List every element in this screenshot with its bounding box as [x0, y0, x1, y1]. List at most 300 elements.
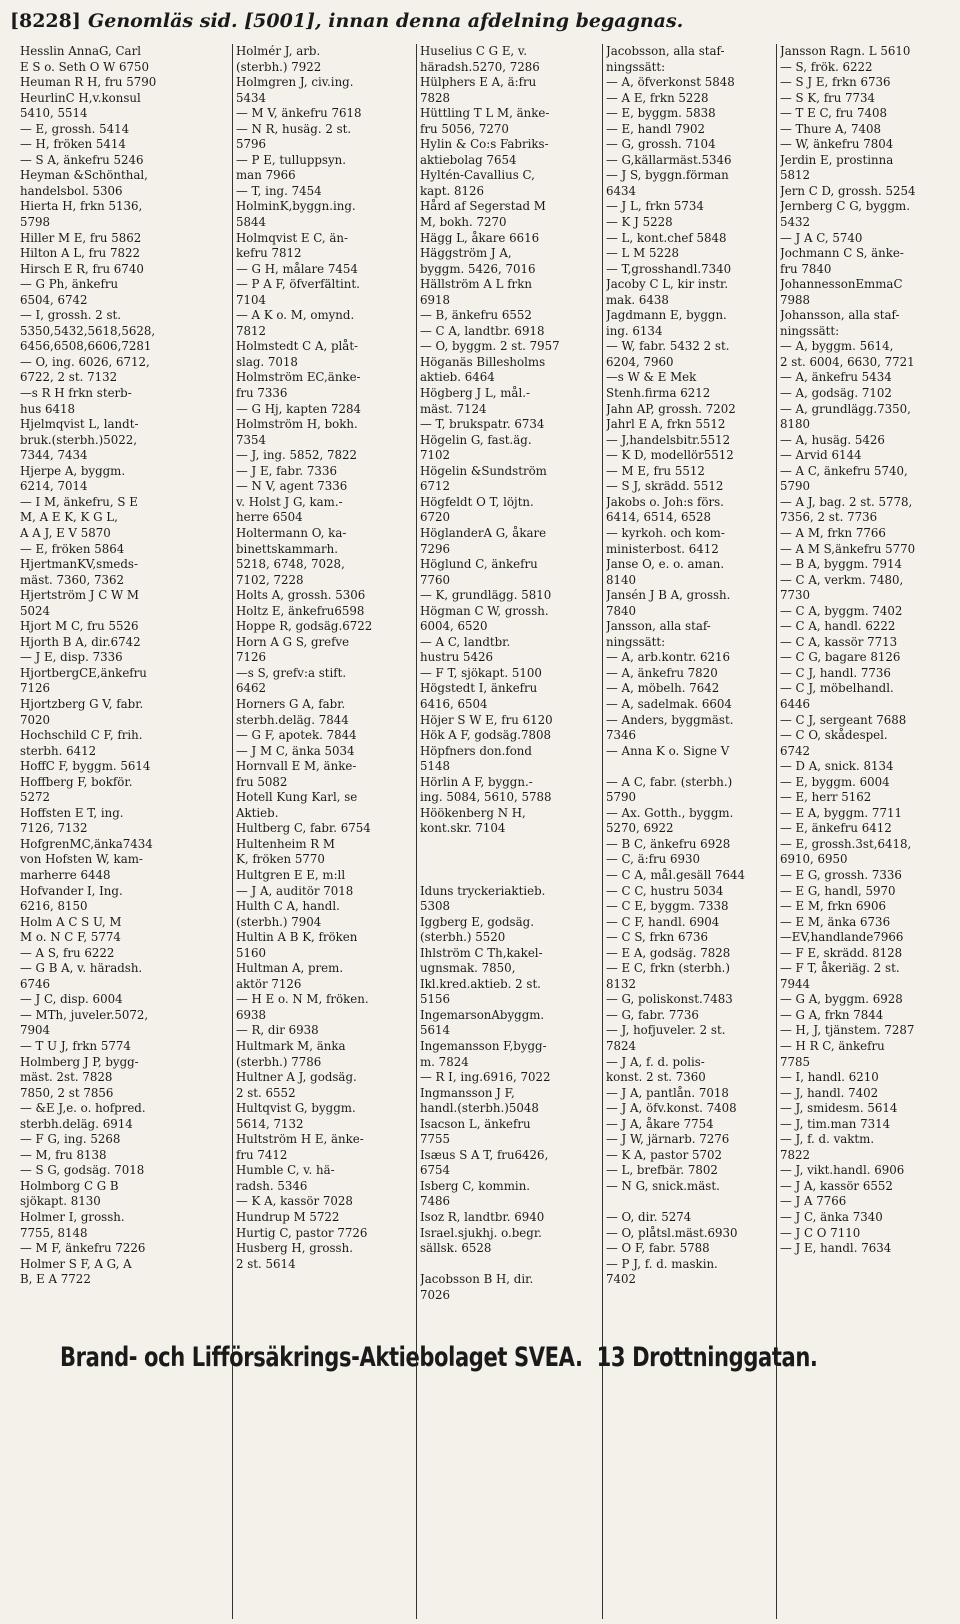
directory-entry-line: — H, J, tjänstem. 7287 — [780, 1023, 915, 1038]
directory-entry-line: mäst. 7124 — [420, 401, 487, 416]
directory-entry-line: 7840 — [606, 603, 637, 618]
directory-entry-line: — E G, handl, 5970 — [780, 883, 896, 898]
directory-entry-line: — P E, tulluppsyn. — [236, 152, 346, 167]
directory-entry-line: Hulth C A, handl. — [236, 899, 340, 914]
directory-entry-line: Hällström A L frkn — [420, 277, 532, 292]
directory-entry-line: Hylin & Co:s Fabriks- — [420, 137, 549, 152]
directory-column-5 — [780, 44, 955, 1624]
directory-entry-line: — S K, fru 7734 — [780, 90, 876, 105]
directory-entry-line: — C A, byggm. 7402 — [780, 603, 903, 618]
directory-entry-line: Johansson, alla staf- — [780, 308, 900, 323]
directory-entry-line: — G B A, v. häradsh. — [20, 961, 143, 976]
directory-entry-line: — Thure A, 7408 — [780, 121, 882, 136]
directory-entry-line: — O, dir. 5274 — [606, 1210, 692, 1225]
directory-entry-line: Jahn AP, grossh. 7202 — [606, 401, 736, 416]
directory-entry-line: — F T, sjökapt. 5100 — [420, 665, 542, 680]
directory-entry-line: Holmström EC,änke- — [236, 370, 361, 385]
directory-entry-line: Högelin &Sundström — [420, 463, 547, 478]
directory-entry-line: — J, handl. 7402 — [780, 1085, 879, 1100]
directory-entry-line: K, fröken 5770 — [236, 852, 325, 867]
directory-entry-line: Hjort M C, fru 5526 — [20, 619, 139, 634]
directory-entry-line: — J, f. d. vaktm. — [780, 1132, 875, 1147]
directory-entry-line: Hesslin AnnaG, Carl — [20, 44, 141, 58]
directory-entry-line: 5812 — [780, 168, 811, 183]
directory-entry-line: Hjerpe A, byggm. — [20, 463, 126, 478]
directory-entry-line: hustru 5426 — [420, 650, 493, 665]
directory-entry-line: — L, brefbär. 7802 — [606, 1163, 718, 1178]
directory-column-4 — [606, 44, 774, 1624]
directory-entry-line: HoffC F, byggm. 5614 — [20, 759, 151, 774]
directory-entry-line: 2 st. 6004, 6630, 7721 — [780, 354, 915, 369]
directory-entry-line: — MTh, juveler.5072, — [20, 1007, 149, 1022]
directory-entry-line: — C O, skådespel. — [780, 728, 888, 743]
directory-entry-line: — N V, agent 7336 — [236, 479, 348, 494]
directory-entry-line: 6754 — [420, 1163, 451, 1178]
directory-entry-line: v. Holst J G, kam.- — [236, 494, 343, 509]
directory-entry-line: — G Ph, änkefru — [20, 277, 119, 292]
directory-entry-line: Jochmann C S, änke- — [780, 246, 904, 261]
directory-entry-line: Horners G A, fabr. — [236, 696, 346, 711]
directory-entry-line: sällsk. 6528 — [420, 1241, 492, 1256]
directory-entry-line: 6910, 6950 — [780, 852, 848, 867]
directory-entry-line: 7020 — [20, 712, 51, 727]
directory-entry-line: —EV,handlande7966 — [780, 930, 904, 945]
directory-entry-line: — A C, fabr. (sterbh.) — [606, 774, 733, 789]
directory-entry-line: — J C, disp. 6004 — [20, 992, 123, 1007]
directory-entry-line: — C J, sergeant 7688 — [780, 712, 907, 727]
directory-entry-line: Hjortzberg G V, fabr. — [20, 696, 144, 711]
directory-entry-line: fru 7840 — [780, 261, 832, 276]
directory-entry-line: 6216, 8150 — [20, 899, 88, 914]
directory-entry-line: ningssätt: — [780, 323, 840, 338]
directory-entry-line: Hultberg C, fabr. 6754 — [236, 821, 371, 836]
directory-entry-line: 7356, 2 st. 7736 — [780, 510, 878, 525]
directory-entry-line: 7755 — [420, 1132, 451, 1147]
directory-entry-line: HolminK,byggn.ing. — [236, 199, 356, 214]
directory-entry-line: bruk.(sterbh.)5022, — [20, 432, 137, 447]
directory-entry-line: Holtermann O, ka- — [236, 525, 347, 540]
directory-entry-line: — A, godsäg. 7102 — [780, 386, 892, 401]
directory-entry-line: — P A F, öfverfältint. — [236, 277, 360, 292]
directory-entry-line: — J A, åkare 7754 — [606, 1116, 714, 1131]
directory-entry-line: A A J, E V 5870 — [20, 525, 111, 540]
directory-entry-line: 7822 — [780, 1147, 811, 1162]
directory-entry-line: 8180 — [780, 417, 811, 432]
directory-entry-line: man 7966 — [236, 168, 296, 183]
directory-entry-line: Jacoby C L, kir instr. — [606, 277, 729, 292]
directory-entry-line: 7126 — [236, 650, 267, 665]
directory-entry-line: — J A, auditör 7018 — [236, 883, 354, 898]
directory-entry-line: 6504, 6742 — [20, 292, 88, 307]
directory-entry-line: — J A, f. d. polis- — [606, 1054, 705, 1069]
directory-entry-line: 7850, 2 st 7856 — [20, 1085, 114, 1100]
directory-entry-line: Hultenheim R M — [236, 836, 335, 851]
directory-entry-line: — J A, kassör 6552 — [780, 1178, 893, 1193]
directory-entry-line: ministerbost. 6412 — [606, 541, 719, 556]
directory-entry-line: — C A, landtbr. 6918 — [420, 323, 545, 338]
directory-entry-line: aktiebolag 7654 — [420, 152, 517, 167]
directory-entry-line: M, bokh. 7270 — [420, 215, 507, 230]
directory-entry-line: — F E, skrädd. 8128 — [780, 945, 903, 960]
directory-entry-line: 7126 — [20, 681, 51, 696]
directory-entry-line: 7486 — [420, 1194, 451, 1209]
directory-entry-line: — A, arb.kontr. 6216 — [606, 650, 730, 665]
directory-entry-line: 5798 — [20, 215, 51, 230]
directory-entry-line: Hilton A L, fru 7822 — [20, 246, 141, 261]
directory-entry-line: —s R H frkn sterb- — [20, 386, 132, 401]
directory-entry-line: Holmer I, grossh. — [20, 1210, 125, 1225]
directory-entry-line: Höökenberg N H, — [420, 805, 526, 820]
directory-entry-line: aktör 7126 — [236, 976, 302, 991]
directory-entry-line: 5614, 7132 — [236, 1116, 304, 1131]
directory-entry-line: 7026 — [420, 1287, 451, 1302]
directory-entry-line: ningssätt: — [606, 634, 666, 649]
directory-entry-line: 7785 — [780, 1054, 811, 1069]
directory-entry-line: Hjorth B A, dir.6742 — [20, 634, 141, 649]
directory-entry-line: Holts A, grossh. 5306 — [236, 588, 366, 603]
directory-entry-line: 5308 — [420, 899, 451, 914]
directory-entry-line: byggm. 5426, 7016 — [420, 261, 536, 276]
directory-entry-line: Holm A C S U, M — [20, 914, 122, 929]
directory-entry-line: Israel.sjukhj. o.begr. — [420, 1225, 542, 1240]
directory-entry-line: 6720 — [420, 510, 451, 525]
directory-entry-line: Jerdin E, prostinna — [780, 152, 894, 167]
directory-entry-line: Stenh.firma 6212 — [606, 386, 711, 401]
directory-entry-line: Ingmansson J F, — [420, 1085, 515, 1100]
directory-entry-line: sterbh. 6412 — [20, 743, 97, 758]
directory-entry-line: 7730 — [780, 588, 811, 603]
directory-entry-line: — E M, änka 6736 — [780, 914, 891, 929]
directory-entry-line: fru 7412 — [236, 1147, 288, 1162]
directory-entry-line: — J L, frkn 5734 — [606, 199, 704, 214]
column-divider — [416, 44, 417, 1619]
directory-entry-line: — P J, f. d. maskin. — [606, 1256, 718, 1271]
directory-entry-line: — A E, frkn 5228 — [606, 90, 709, 105]
directory-entry-line: — K D, modellör5512 — [606, 448, 734, 463]
directory-entry-line: slag. 7018 — [236, 354, 298, 369]
directory-entry-line: Isacson L, änkefru — [420, 1116, 531, 1131]
directory-entry-line: 6938 — [236, 1007, 267, 1022]
directory-entry-line: häradsh.5270, 7286 — [420, 59, 540, 74]
directory-columns — [20, 44, 955, 1624]
directory-entry-line: — B A, byggm. 7914 — [780, 557, 903, 572]
directory-entry-line: von Hofsten W, kam- — [20, 852, 143, 867]
directory-entry-line: — C F, handl. 6904 — [606, 914, 720, 929]
directory-entry-line: — E, änkefru 6412 — [780, 821, 892, 836]
directory-entry-line: 7402 — [606, 1272, 637, 1287]
directory-entry-line: — J M C, änka 5034 — [236, 743, 355, 758]
directory-entry-line: — G A, byggm. 6928 — [780, 992, 903, 1007]
directory-entry-line: — R, dir 6938 — [236, 1023, 319, 1038]
directory-entry-line: 6414, 6514, 6528 — [606, 510, 712, 525]
directory-entry-line: — A, öfverkonst 5848 — [606, 75, 735, 90]
directory-entry-line: — J W, järnarb. 7276 — [606, 1132, 730, 1147]
page-header — [10, 4, 950, 38]
directory-entry-line: Hjertström J C W M — [20, 588, 139, 603]
directory-entry-line: 5790 — [780, 479, 811, 494]
directory-column-2 — [236, 44, 414, 1624]
directory-entry-line: — C A, handl. 6222 — [780, 619, 896, 634]
directory-entry-line: — M E, fru 5512 — [606, 463, 705, 478]
directory-entry-line: E S o. Seth O W 6750 — [20, 59, 150, 74]
directory-entry-line: 6434 — [606, 183, 637, 198]
directory-entry-line: — J E, handl. 7634 — [780, 1241, 892, 1256]
advertisement-footer — [60, 1342, 818, 1382]
directory-entry-line: — S J E, frkn 6736 — [780, 75, 891, 90]
directory-entry-line: Jansson Ragn. L 5610 — [780, 44, 911, 58]
directory-entry-line: 7126, 7132 — [20, 821, 88, 836]
directory-entry-line: — Anna K o. Signe V — [606, 743, 730, 758]
directory-entry-line: 7988 — [780, 292, 811, 307]
directory-entry-line: — A, grundlägg.7350, — [780, 401, 911, 416]
advertiser-address: 13 Drottninggatan. — [596, 1342, 818, 1373]
directory-entry-line: — G, poliskonst.7483 — [606, 992, 733, 1007]
directory-entry-line: — M, fru 8138 — [20, 1147, 107, 1162]
directory-entry-line: HeurlinC H,v.konsul — [20, 90, 141, 105]
directory-entry-line: binettskammarh. — [236, 541, 339, 556]
directory-entry-line: 7828 — [420, 90, 451, 105]
directory-entry-line: — D A, snick. 8134 — [780, 759, 894, 774]
directory-entry-line: — E, fröken 5864 — [20, 541, 125, 556]
directory-entry-line: — C A, mål.gesäll 7644 — [606, 867, 746, 882]
directory-entry-line: Holmborg C G B — [20, 1178, 119, 1193]
directory-entry-line: mäst. 7360, 7362 — [20, 572, 125, 587]
directory-entry-line: Hultin A B K, fröken — [236, 930, 358, 945]
directory-entry-line: Hüttling T L M, änke- — [420, 106, 550, 121]
directory-entry-line: Isoz R, landtbr. 6940 — [420, 1210, 545, 1225]
directory-entry-line: — N R, husäg. 2 st. — [236, 121, 352, 136]
directory-entry-line: Holtz E, änkefru6598 — [236, 603, 365, 618]
directory-entry-line: Isæus S A T, fru6426, — [420, 1147, 549, 1162]
directory-entry-line: — C C, hustru 5034 — [606, 883, 724, 898]
directory-entry-line: Ikl.kred.aktieb. 2 st. — [420, 976, 541, 991]
directory-entry-line: Jernberg C G, byggm. — [780, 199, 910, 214]
directory-entry-line: 7104 — [236, 292, 267, 307]
directory-entry-line: — A, sadelmak. 6604 — [606, 696, 732, 711]
directory-entry-line: ningssätt: — [606, 59, 666, 74]
directory-entry-line: Hochschild C F, frih. — [20, 728, 143, 743]
directory-entry-line: Holmström H, bokh. — [236, 417, 358, 432]
directory-entry-line: — J A C, 5740 — [780, 230, 863, 245]
directory-entry-line: 5024 — [20, 603, 51, 618]
directory-entry-line: 6742 — [780, 743, 811, 758]
directory-entry-line: B, E A 7722 — [20, 1272, 91, 1287]
directory-entry-line: Jansson, alla staf- — [606, 619, 711, 634]
page-number: [8228] — [10, 10, 81, 32]
directory-entry-line: 6746 — [20, 976, 51, 991]
advertiser-name: Brand- och Lifförsäkrings-Aktiebolaget SVEA. — [60, 1342, 583, 1373]
directory-entry-line: 7102, 7228 — [236, 572, 304, 587]
directory-entry-line: Jacobsson B H, dir. — [420, 1272, 534, 1287]
directory-entry-line: M, A E K, K G L, — [20, 510, 118, 525]
directory-entry-line: — R I, ing.6916, 7022 — [420, 1070, 551, 1085]
directory-entry-line: HofgrenMC,änka7434 — [20, 836, 153, 851]
directory-entry-line: — E A, godsäg. 7828 — [606, 945, 731, 960]
directory-entry-line: Jern C D, grossh. 5254 — [780, 183, 916, 198]
directory-entry-line: Jahrl E A, frkn 5512 — [606, 417, 726, 432]
directory-entry-line: Heuman R H, fru 5790 — [20, 75, 157, 90]
directory-entry-line: (sterbh.) 5520 — [420, 930, 506, 945]
directory-column-1 — [20, 44, 230, 1624]
directory-entry-line: — O F, fabr. 5788 — [606, 1241, 710, 1256]
directory-entry-line: Höjer S W E, fru 6120 — [420, 712, 553, 727]
directory-entry-line: — N G, snick.mäst. — [606, 1178, 720, 1193]
directory-entry-line: fru 5056, 7270 — [420, 121, 509, 136]
directory-entry-line: Huselius C G E, v. — [420, 44, 527, 58]
directory-entry-line: — A S, fru 6222 — [20, 945, 115, 960]
directory-entry-line: 6446 — [780, 696, 811, 711]
directory-entry-line: fru 7336 — [236, 386, 288, 401]
directory-entry-line: 7944 — [780, 976, 811, 991]
directory-entry-line: 7102 — [420, 448, 451, 463]
directory-entry-line: — I, handl. 6210 — [780, 1070, 879, 1085]
directory-entry-line: — J C, änka 7340 — [780, 1210, 883, 1225]
directory-entry-line: — F T, åkeriäg. 2 st. — [780, 961, 900, 976]
directory-entry-line: Hundrup M 5722 — [236, 1210, 340, 1225]
directory-entry-line: — S G, godsäg. 7018 — [20, 1163, 145, 1178]
directory-entry-line: Hotell Kung Karl, se — [236, 790, 358, 805]
directory-entry-line: — E, herr 5162 — [780, 790, 872, 805]
directory-entry-line: 5614 — [420, 1023, 451, 1038]
directory-entry-line: Iduns tryckeriaktieb. — [420, 883, 546, 898]
directory-entry-line: 7904 — [20, 1023, 51, 1038]
directory-entry-line: — J,handelsbitr.5512 — [606, 432, 731, 447]
directory-entry-line: kapt. 8126 — [420, 183, 484, 198]
directory-entry-line: — J E, disp. 7336 — [20, 650, 123, 665]
directory-entry-line: — G, fabr. 7736 — [606, 1007, 699, 1022]
directory-entry-line: Jacobsson, alla staf- — [606, 44, 725, 58]
directory-entry-line: — E, grossh. 5414 — [20, 121, 130, 136]
page-title: Genomläs sid. [5001], innan denna afdelning begagnas. — [88, 10, 684, 32]
directory-entry-line: 7760 — [420, 572, 451, 587]
directory-entry-line: — J A, öfv.konst. 7408 — [606, 1101, 737, 1116]
directory-entry-line: — O, byggm. 2 st. 7957 — [420, 339, 560, 354]
directory-entry-line: Hoppe R, godsäg.6722 — [236, 619, 373, 634]
directory-entry-line: Häggström J A, — [420, 246, 512, 261]
directory-entry-line — [420, 852, 600, 868]
directory-entry-line: 5796 — [236, 137, 267, 152]
directory-entry-line: kefru 7812 — [236, 246, 302, 261]
directory-entry-line: 5156 — [420, 992, 451, 1007]
directory-entry-line: 7812 — [236, 323, 267, 338]
directory-entry-line: — S J, skrädd. 5512 — [606, 479, 724, 494]
directory-entry-line: — W, fabr. 5432 2 st. — [606, 339, 730, 354]
directory-entry-line: Hörlin A F, byggn.- — [420, 774, 533, 789]
directory-entry-line: marherre 6448 — [20, 867, 111, 882]
directory-entry-line: 6456,6508,6606,7281 — [20, 339, 152, 354]
directory-entry-line: — K A, kassör 7028 — [236, 1194, 353, 1209]
directory-entry-line: — A, änkefru 5434 — [780, 370, 892, 385]
directory-entry-line: Jagdmann E, byggn. — [606, 308, 727, 323]
directory-entry-line: — O, ing. 6026, 6712, — [20, 354, 150, 369]
column-divider — [776, 44, 777, 1619]
directory-entry-line: — J, ing. 5852, 7822 — [236, 448, 358, 463]
directory-entry-line: Högelin G, fast.äg. — [420, 432, 532, 447]
directory-entry-line: — H E o. N M, fröken. — [236, 992, 369, 1007]
directory-entry-line: 7354 — [236, 432, 267, 447]
directory-entry-line: 5350,5432,5618,5628, — [20, 323, 156, 338]
directory-entry-line: — W, änkefru 7804 — [780, 137, 894, 152]
directory-entry-line: — G, grossh. 7104 — [606, 137, 716, 152]
directory-entry-line: — I, grossh. 2 st. — [20, 308, 122, 323]
directory-entry-line: Högfeldt O T, löjtn. — [420, 494, 534, 509]
directory-entry-line: (sterbh.) 7904 — [236, 914, 322, 929]
directory-entry-line: Ingemansson F,bygg- — [420, 1039, 547, 1053]
directory-entry-line: 6462 — [236, 681, 267, 696]
directory-entry-line: 7755, 8148 — [20, 1225, 88, 1240]
directory-entry-line: Hök A F, godsäg.7808 — [420, 728, 552, 743]
directory-entry-line: — H, fröken 5414 — [20, 137, 126, 152]
directory-entry-line: — J, hofjuveler. 2 st. — [606, 1023, 726, 1038]
directory-entry-line: — A, husäg. 5426 — [780, 432, 885, 447]
directory-entry-line: — Arvid 6144 — [780, 448, 862, 463]
directory-entry-line: — M F, änkefru 7226 — [20, 1241, 146, 1256]
directory-entry-line: HöglanderA G, åkare — [420, 525, 547, 540]
directory-entry-line: Hultström H E, änke- — [236, 1132, 364, 1147]
directory-entry-line: — C, ä:fru 6930 — [606, 852, 701, 867]
directory-entry-line: 6918 — [420, 292, 451, 307]
directory-entry-line: — C G, bagare 8126 — [780, 650, 901, 665]
directory-entry-line: — T E C, fru 7408 — [780, 106, 888, 121]
directory-entry-line: — A C, änkefru 5740, — [780, 463, 908, 478]
directory-entry-line: — I M, änkefru, S E — [20, 494, 138, 509]
directory-entry-line: — G H, målare 7454 — [236, 261, 358, 276]
directory-entry-line: Hultqvist G, byggm. — [236, 1101, 356, 1116]
directory-entry-line: Humble C, v. hä- — [236, 1163, 335, 1178]
directory-entry-line: — O, plåtsl.mäst.6930 — [606, 1225, 738, 1240]
directory-entry-line: 5270, 6922 — [606, 821, 674, 836]
directory-entry-line: Ihlström C Th,kakel- — [420, 945, 543, 960]
directory-entry-line: Högstedt I, änkefru — [420, 681, 538, 696]
directory-entry-line: Jakobs o. Joh:s förs. — [606, 494, 724, 509]
directory-entry-line: 5272 — [20, 790, 51, 805]
directory-entry-line: 8132 — [606, 976, 637, 991]
directory-entry-line: — Anders, byggmäst. — [606, 712, 734, 727]
directory-entry-line: Horn A G S, grefve — [236, 634, 350, 649]
directory-entry-line: m. 7824 — [420, 1054, 469, 1069]
directory-entry-line — [420, 837, 600, 853]
directory-entry-line: — J A 7766 — [780, 1194, 847, 1209]
directory-entry-line: (sterbh.) 7922 — [236, 59, 322, 74]
directory-entry-line: 5432 — [780, 215, 811, 230]
directory-entry-line: — J A, pantlån. 7018 — [606, 1085, 729, 1100]
directory-entry-line: 5434 — [236, 90, 267, 105]
directory-entry-line: ugnsmak. 7850, — [420, 961, 516, 976]
directory-entry-line: — K, grundlägg. 5810 — [420, 588, 552, 603]
directory-entry-line: Hägg L, åkare 6616 — [420, 230, 540, 245]
directory-entry-line: mak. 6438 — [606, 292, 669, 307]
directory-entry-line: Högman C W, grossh. — [420, 603, 549, 618]
directory-entry-line: Isberg C, kommin. — [420, 1178, 531, 1193]
directory-entry-line: Höglund C, änkefru — [420, 557, 538, 572]
directory-entry-line: 7296 — [420, 541, 451, 556]
directory-entry-line: — J, vikt.handl. 6906 — [780, 1163, 905, 1178]
directory-entry-line — [606, 1194, 774, 1210]
directory-entry-line: 7824 — [606, 1039, 637, 1053]
directory-entry-line: Husberg H, grossh. — [236, 1241, 353, 1256]
directory-entry-line: Holmqvist E C, än- — [236, 230, 348, 245]
directory-entry-line: — C J, handl. 7736 — [780, 665, 891, 680]
directory-entry-line: Hjelmqvist L, landt- — [20, 417, 139, 432]
directory-entry-line: sjökapt. 8130 — [20, 1194, 101, 1209]
directory-entry-line: — L M 5228 — [606, 246, 679, 261]
directory-entry-line: Hård af Segerstad M — [420, 199, 546, 214]
directory-entry-line: — B, änkefru 6552 — [420, 308, 532, 323]
directory-entry-line: — E C, frkn (sterbh.) — [606, 961, 731, 976]
directory-entry-line: Hornvall E M, änke- — [236, 759, 357, 774]
directory-entry-line: Hultgren E E, m:ll — [236, 867, 346, 882]
directory-entry-line: — S, frök. 6222 — [780, 59, 873, 74]
